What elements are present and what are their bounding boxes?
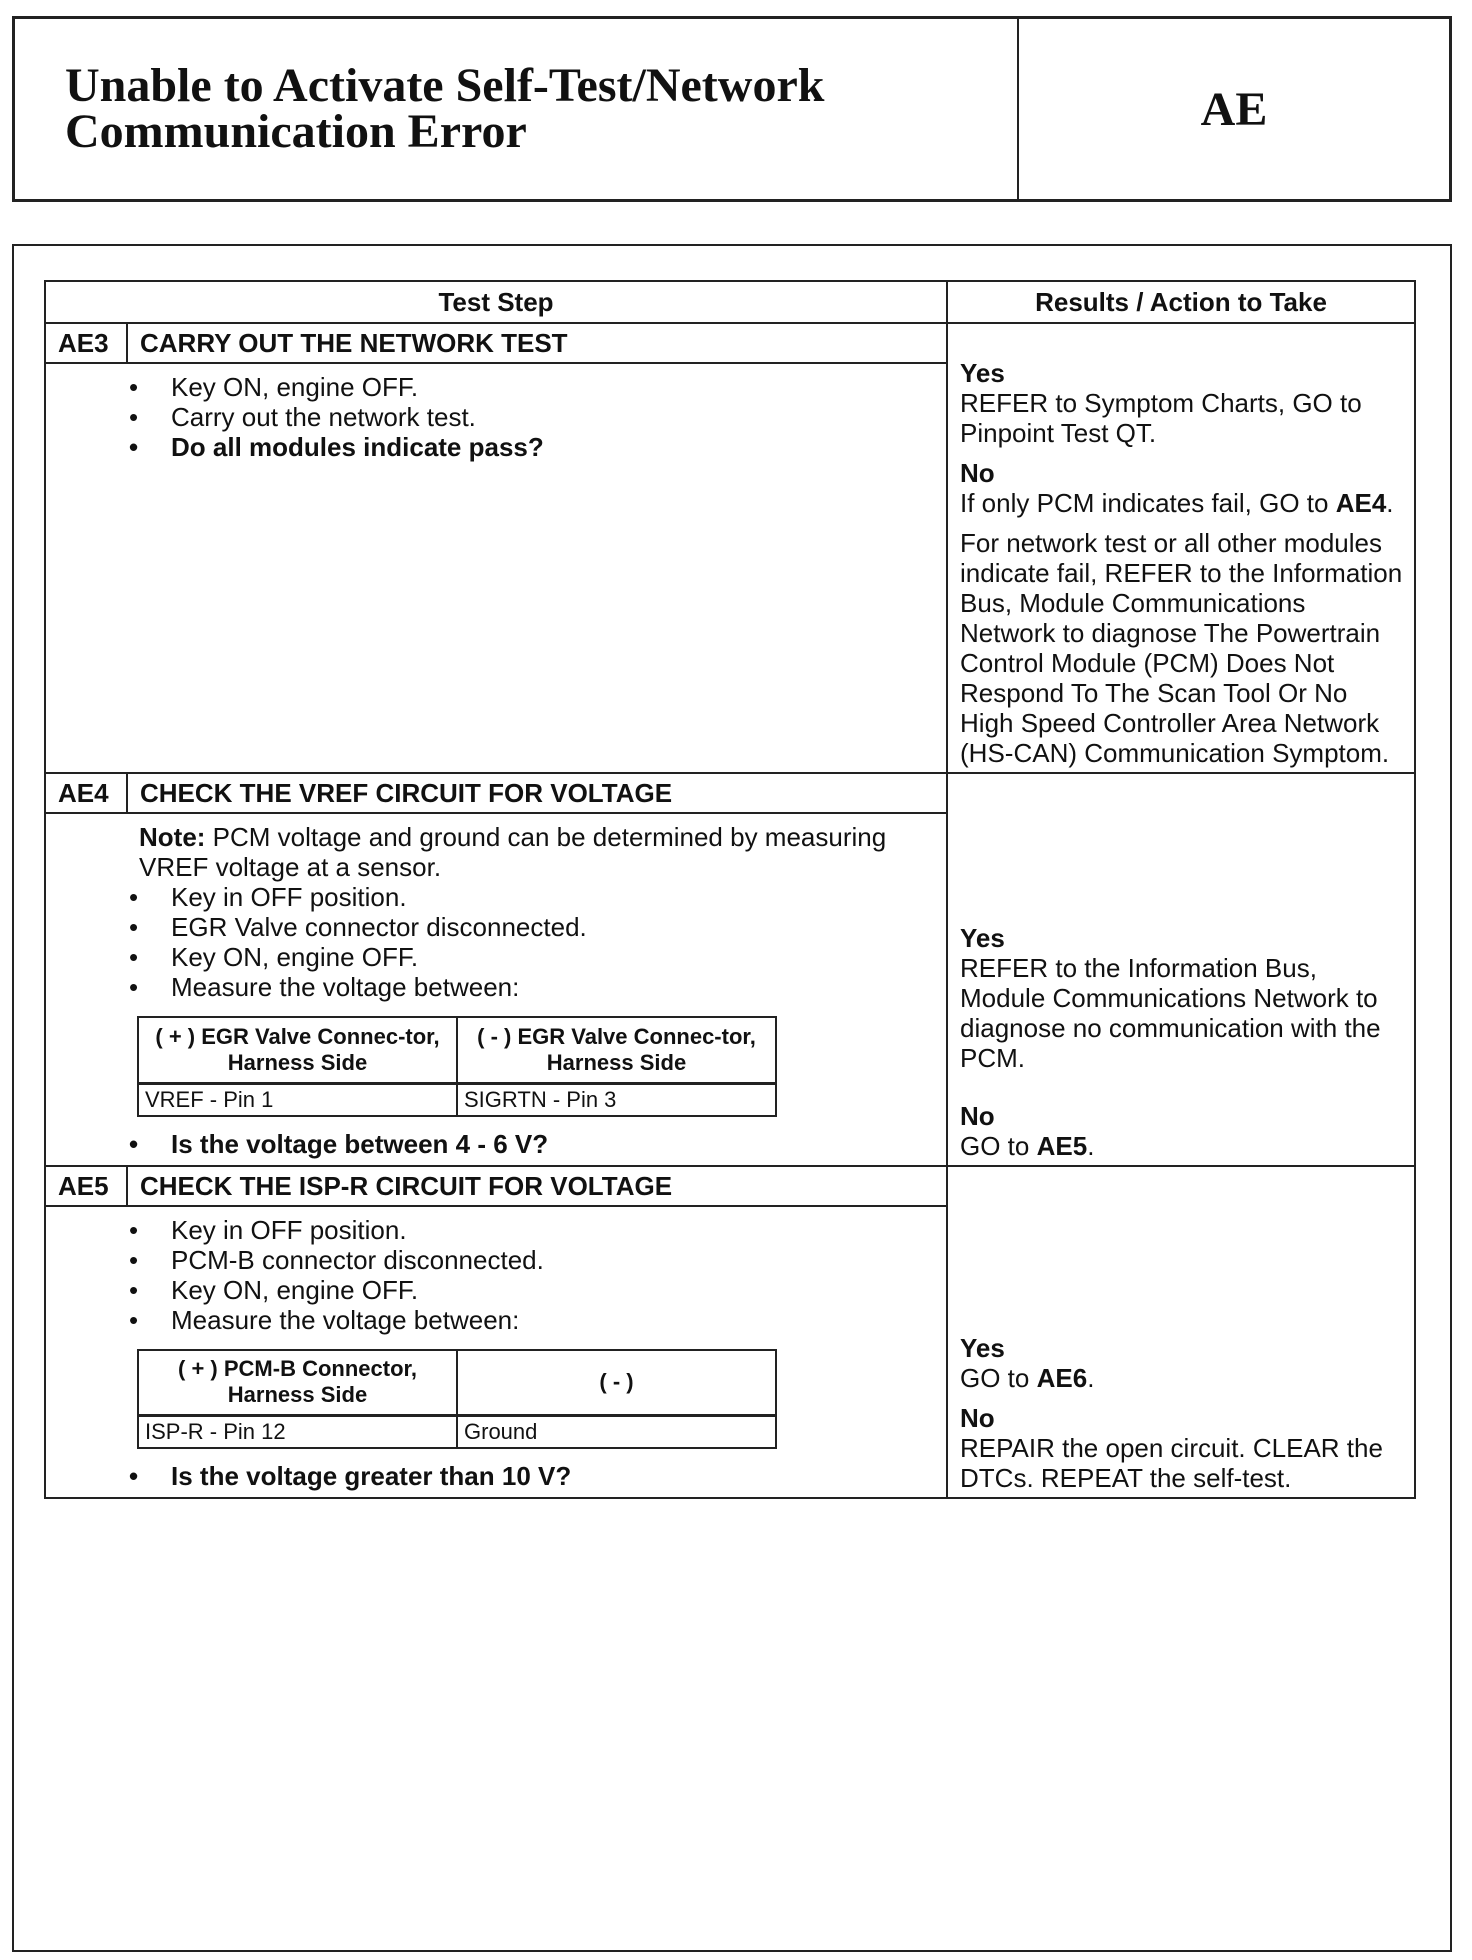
- step-note: [129, 822, 946, 882]
- step-bullets: [129, 882, 946, 1002]
- bullet-item: • Key in OFF position.: [129, 1215, 946, 1245]
- measurement-value-row: [138, 1416, 776, 1449]
- bullet-item: • Key ON, engine OFF.: [129, 1275, 946, 1305]
- title-line-1: Unable to Activate Self-Test/Network: [65, 59, 825, 112]
- step-title: CARRY OUT THE NETWORK TEST: [127, 323, 947, 363]
- yes-text: REFER to the Information Bus, Module Communications Network to diagnose no communication with the PCM.: [960, 952, 1381, 1073]
- step-bullets: [129, 372, 946, 462]
- note-text: PCM voltage and ground can be determined by measuring VREF voltage at a sensor.: [139, 822, 887, 882]
- no-label: No: [960, 1403, 995, 1433]
- header-title-cell: [15, 19, 1019, 199]
- bullet-item: • Measure the voltage between:: [129, 972, 946, 1002]
- step-body: [127, 1206, 947, 1499]
- meas-header-positive: ( + ) PCM-B Connector, Harness Side: [138, 1350, 457, 1416]
- step-id: AE4: [45, 773, 127, 813]
- step-id-blank: [45, 363, 127, 773]
- page-title: [65, 59, 825, 158]
- measurement-value-row: [138, 1083, 776, 1116]
- note-label: Note:: [139, 822, 206, 852]
- step-body: [127, 813, 947, 1166]
- bullet-item: • EGR Valve connector disconnected.: [129, 912, 946, 942]
- test-code: AE: [1200, 82, 1268, 136]
- bullet-item: • Key in OFF position.: [129, 882, 946, 912]
- meas-header-negative: ( - ): [457, 1350, 776, 1416]
- no-target: AE5: [1036, 1130, 1088, 1161]
- col-header-test-step: Test Step: [45, 281, 947, 323]
- step-title-row: [45, 773, 1415, 813]
- meas-header-positive: ( + ) EGR Valve Connec-tor, Harness Side: [138, 1017, 457, 1083]
- step-question-list: [129, 1461, 946, 1491]
- yes-label: Yes: [960, 358, 1005, 388]
- step-id: AE5: [45, 1166, 127, 1206]
- step-title: CHECK THE ISP-R CIRCUIT FOR VOLTAGE: [127, 1166, 947, 1206]
- step-body: [127, 363, 947, 773]
- measurement-header-row: [138, 1017, 776, 1083]
- step-results: [947, 1166, 1415, 1499]
- step-id-blank: [45, 813, 127, 1166]
- measurement-table: [137, 1016, 777, 1117]
- meas-value-positive: VREF - Pin 1: [138, 1083, 457, 1116]
- step-title: CHECK THE VREF CIRCUIT FOR VOLTAGE: [127, 773, 947, 813]
- measurement-table: [137, 1349, 777, 1450]
- no-label: No: [960, 1100, 995, 1131]
- bullet-item: • PCM-B connector disconnected.: [129, 1245, 946, 1275]
- step-id: AE3: [45, 323, 127, 363]
- no-label: No: [960, 458, 995, 488]
- yes-target: AE6: [1036, 1363, 1088, 1393]
- no-target-tail: .: [1087, 1130, 1095, 1161]
- no-text: REPAIR the open circuit. CLEAR the DTCs. REPEAT the self-test.: [960, 1433, 1383, 1493]
- no-target-tail: .: [1386, 488, 1394, 518]
- col-header-results: Results / Action to Take: [947, 281, 1415, 323]
- table-header-row: [45, 281, 1415, 323]
- step-id-blank: [45, 1206, 127, 1499]
- yes-text: REFER to Symptom Charts, GO to Pinpoint Test QT.: [960, 388, 1362, 448]
- meas-value-negative: SIGRTN - Pin 3: [457, 1083, 776, 1116]
- bullet-item: • Measure the voltage between:: [129, 1305, 946, 1335]
- other-text: For network test or all other modules indicate fail, REFER to the Information Bus, Module Communications Network to diagnose The Powertrain Control Module (PCM) Does Not Respond To The Scan Tool Or No High Speed Controller Area Network (HS-CAN) Communication Symptom.: [960, 528, 1403, 768]
- header-box: [12, 16, 1452, 202]
- yes-target-tail: .: [1087, 1363, 1095, 1393]
- step-title-row: [45, 323, 1415, 363]
- header-code-cell: [1019, 19, 1449, 199]
- no-text: [960, 1131, 1404, 1161]
- yes-label: Yes: [960, 922, 1005, 953]
- meas-value-negative: Ground: [457, 1416, 776, 1449]
- bullet-item: • Key ON, engine OFF.: [129, 942, 946, 972]
- meas-value-positive: ISP-R - Pin 12: [138, 1416, 457, 1449]
- step-bullets: [129, 1215, 946, 1335]
- no-text-lead: If only PCM indicates fail, GO to: [960, 488, 1329, 518]
- title-line-2: Communication Error: [65, 105, 527, 158]
- bullet-item: • Carry out the network test.: [129, 402, 946, 432]
- meas-header-negative: ( - ) EGR Valve Connec-tor, Harness Side: [457, 1017, 776, 1083]
- no-text: [960, 488, 1404, 518]
- step-question: • Is the voltage greater than 10 V?: [129, 1461, 946, 1491]
- step-question-list: [129, 1129, 946, 1159]
- yes-label: Yes: [960, 1333, 1005, 1363]
- no-text-lead: GO to: [960, 1130, 1030, 1161]
- step-question: • Is the voltage between 4 - 6 V?: [129, 1129, 946, 1159]
- yes-text: [960, 1363, 1404, 1393]
- test-steps-table: [44, 280, 1416, 1499]
- yes-text-lead: GO to: [960, 1363, 1030, 1393]
- measurement-header-row: [138, 1350, 776, 1416]
- step-results: [947, 323, 1415, 773]
- bullet-item: • Key ON, engine OFF.: [129, 372, 946, 402]
- step-question: • Do all modules indicate pass?: [129, 432, 946, 462]
- step-results: [947, 773, 1415, 1166]
- step-title-row: [45, 1166, 1415, 1206]
- no-target: AE4: [1335, 488, 1387, 518]
